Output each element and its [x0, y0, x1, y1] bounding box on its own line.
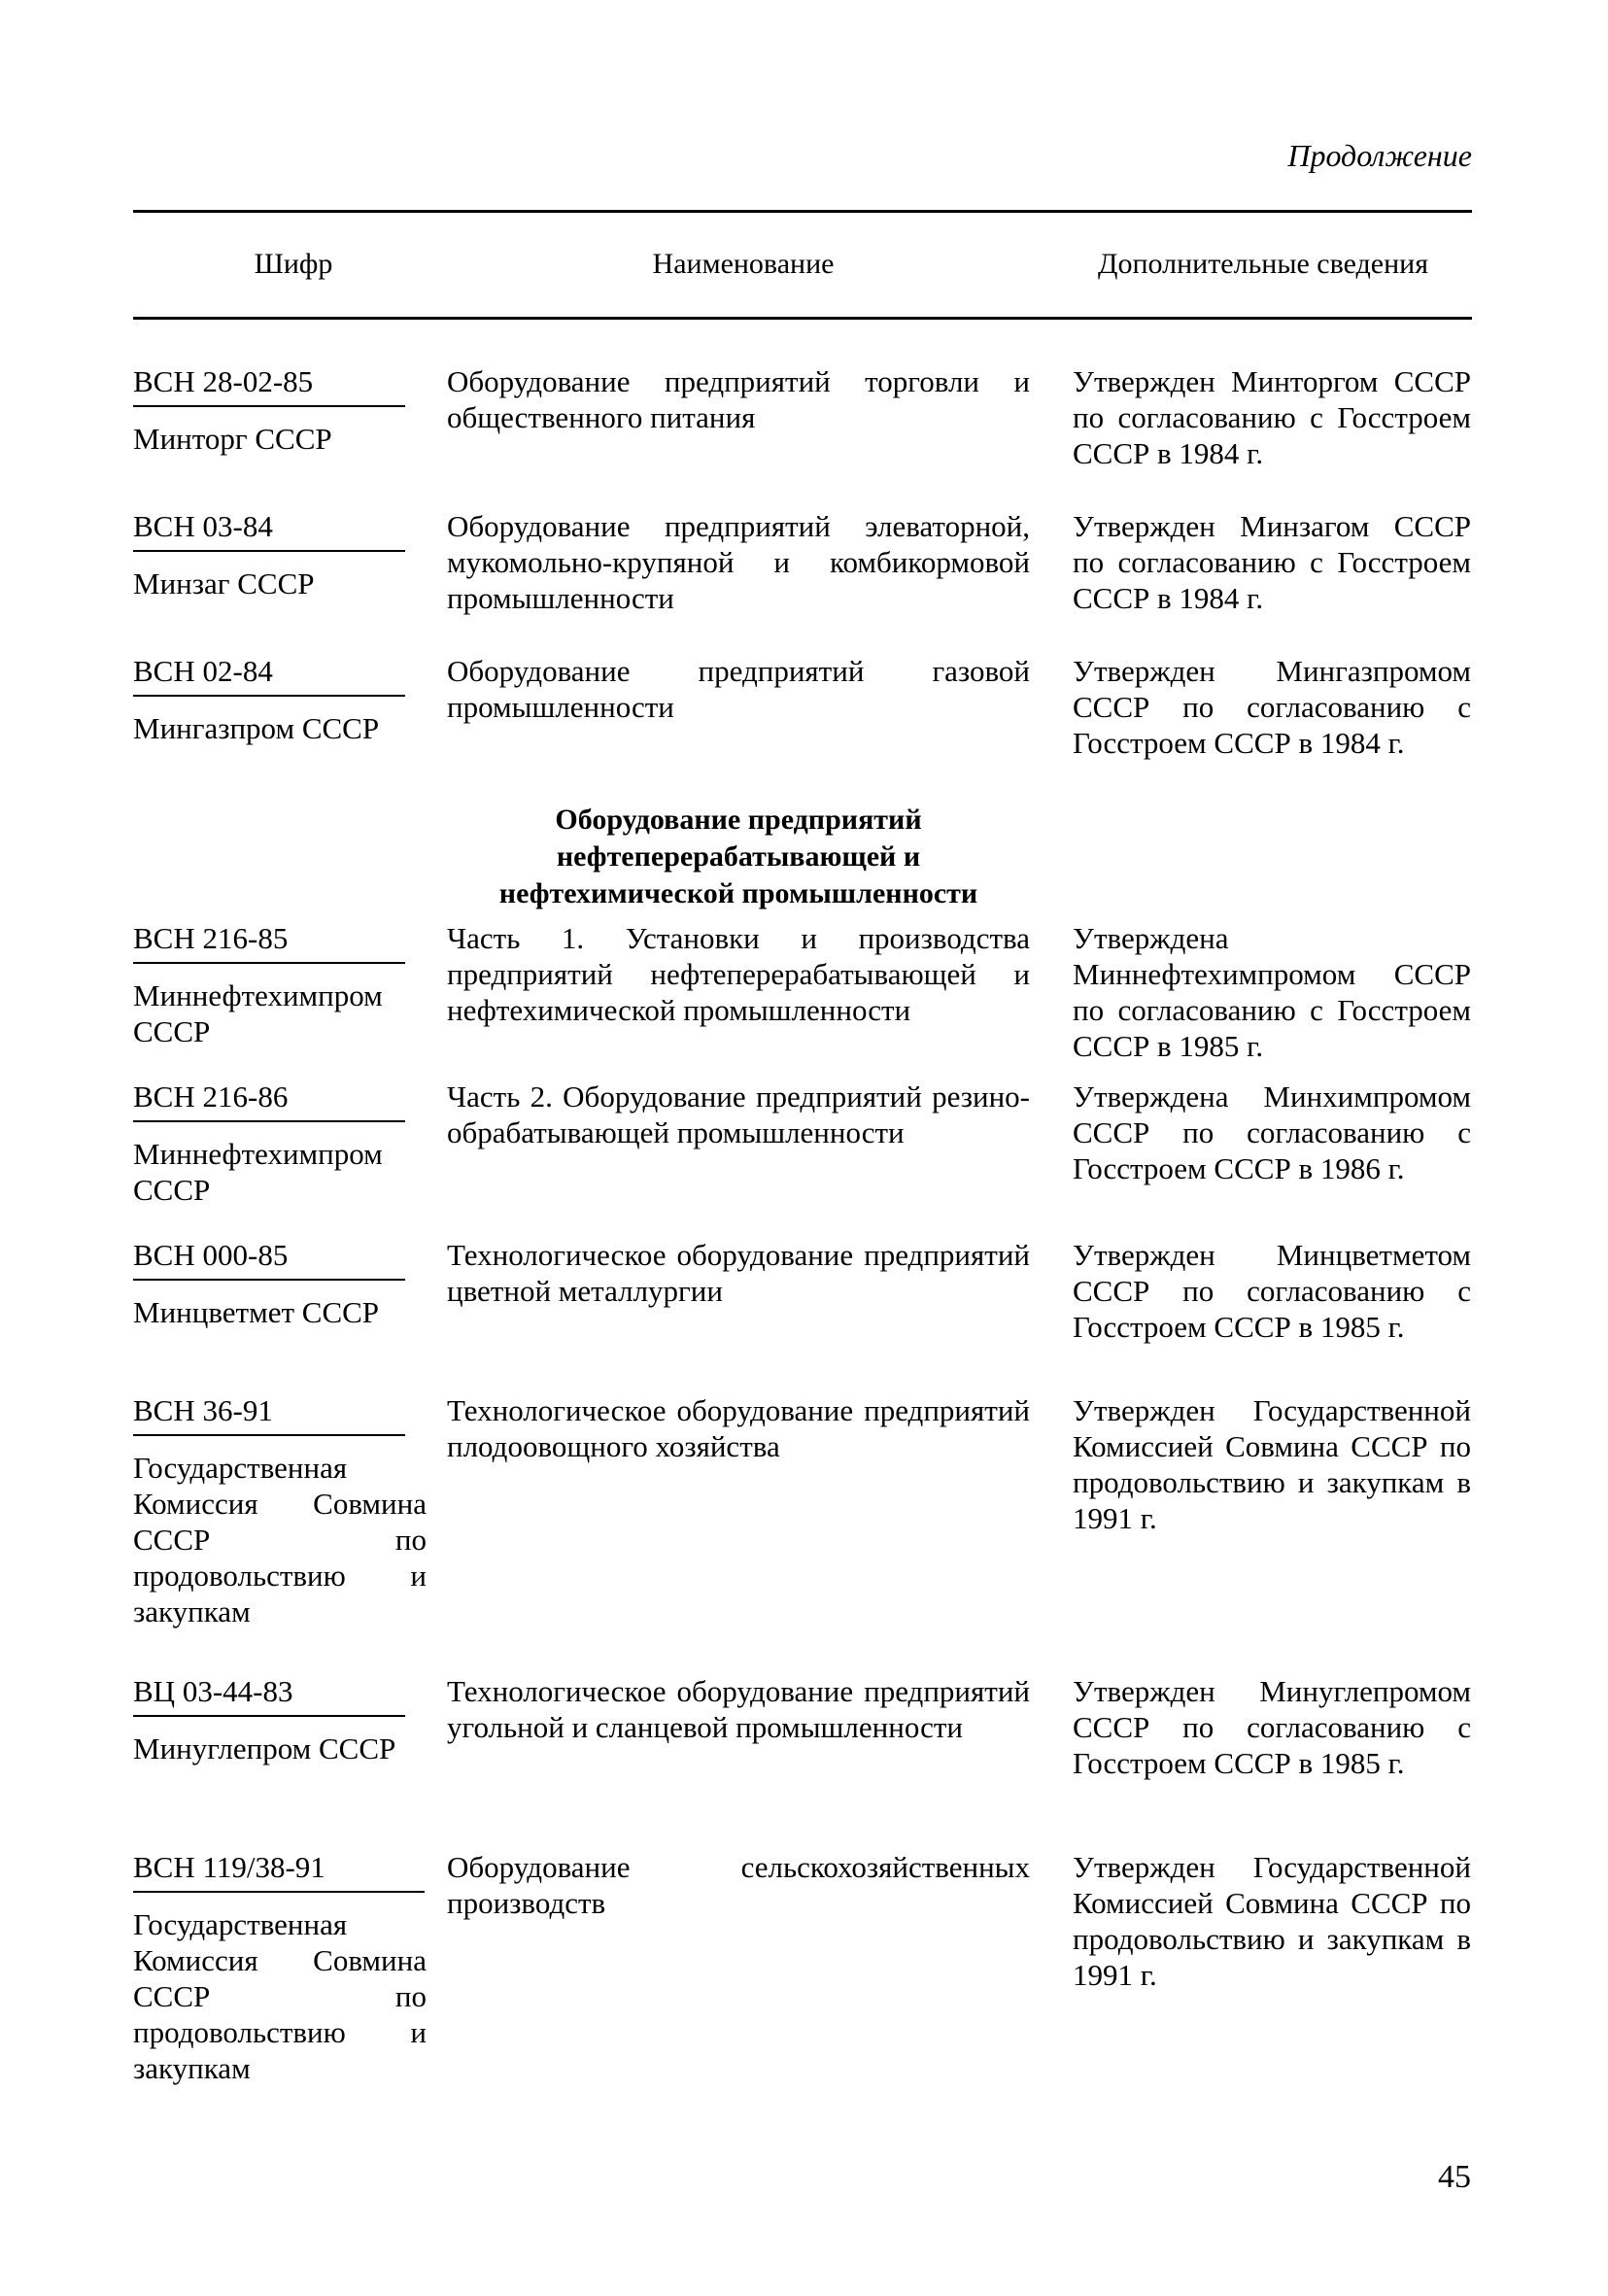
- row-org: Государственная Комиссия Совмина СССР по продовольствию и закупкам: [133, 1907, 427, 2085]
- continuation-label: Продолжение: [1287, 138, 1472, 173]
- header-bottom-rule: [133, 317, 1472, 320]
- header-top-rule: [133, 210, 1472, 213]
- row-name: Часть 1. Установки и производства предприятий нефтеперерабатывающей и нефтехимической промышленности: [447, 921, 1030, 1027]
- row-info: Утвержден Минзагом СССР по согласованию с Госстроем СССР в 1984 г.: [1073, 509, 1471, 615]
- row-code: ВСН 216-86: [133, 1079, 405, 1122]
- code-cell: [133, 1079, 427, 1208]
- row-org: Мингазпром СССР: [133, 711, 380, 745]
- row-info: Утвержден Мингазпромом СССР по согласованию с Госстроем СССР в 1984 г.: [1073, 654, 1471, 760]
- header-info: Дополнительные сведения: [1097, 248, 1429, 280]
- row-name: Технологическое оборудование предприятий цветной металлургии: [447, 1238, 1030, 1308]
- row-code: ВЦ 03-44-83: [133, 1673, 405, 1717]
- code-cell: [133, 1237, 427, 1330]
- row-org: Минцветмет СССР: [133, 1295, 380, 1329]
- row-org: Миннефтехимпром СССР: [133, 1137, 383, 1207]
- row-info: Утверждена Минхимпромом СССР по согласованию с Госстроем СССР в 1986 г.: [1073, 1079, 1471, 1185]
- code-cell: [133, 1392, 427, 1629]
- row-org: Минуглепром СССР: [133, 1731, 396, 1765]
- page-number: 45: [1438, 2159, 1471, 2195]
- row-code: ВСН 28-02-85: [133, 363, 405, 407]
- row-name: Технологическое оборудование предприятий плодоовощного хозяйства: [447, 1393, 1030, 1463]
- row-name: Оборудование предприятий элеваторной, мукомольно-крупяной и комбикормовой промышленности: [447, 509, 1030, 615]
- row-info: Утвержден Минцветметом СССР по согласованию с Госстроем СССР в 1985 г.: [1073, 1238, 1471, 1344]
- row-info: Утвержден Государственной Комиссией Совмина СССР по продовольствию и закупкам в 1991 г.: [1073, 1850, 1471, 1992]
- row-code: ВСН 36-91: [133, 1392, 405, 1436]
- code-cell: [133, 920, 427, 1049]
- row-name: Часть 2. Оборудование предприятий резино-обрабатывающей промышленности: [447, 1079, 1030, 1149]
- row-info: Утвержден Государственной Комиссией Совмина СССР по продовольствию и закупкам в 1991 г.: [1073, 1393, 1471, 1535]
- code-cell: [133, 1673, 427, 1766]
- code-cell: [133, 1849, 427, 2086]
- code-cell: [133, 508, 427, 601]
- row-org: Миннефтехимпром СССР: [133, 978, 383, 1048]
- row-org: Минзаг СССР: [133, 566, 315, 600]
- code-cell: [133, 653, 427, 746]
- header-name: Наименование: [652, 248, 835, 280]
- code-cell: [133, 363, 427, 457]
- section-title: Оборудование предприятий нефтеперерабатывающей и нефтехимической промышленности: [498, 804, 978, 909]
- row-info: Утвержден Минторгом СССР по согласованию с Госстроем СССР в 1984 г.: [1073, 364, 1471, 470]
- row-org: Минторг СССР: [133, 422, 332, 456]
- row-code: ВСН 216-85: [133, 920, 405, 964]
- row-name: Оборудование предприятий торговли и общественного питания: [447, 364, 1030, 434]
- row-name: Технологическое оборудование предприятий угольной и сланцевой промышленности: [447, 1674, 1030, 1744]
- row-code: ВСН 000-85: [133, 1237, 405, 1281]
- row-name: Оборудование сельскохозяйственных производств: [447, 1850, 1030, 1920]
- row-code: ВСН 02-84: [133, 653, 405, 697]
- row-name: Оборудование предприятий газовой промышленности: [447, 654, 1030, 724]
- row-info: Утверждена Миннефтехимпромом СССР по согласованию с Госстроем СССР в 1985 г.: [1073, 921, 1471, 1063]
- header-code: Шифр: [254, 248, 333, 280]
- row-code: ВСН 03-84: [133, 508, 405, 552]
- row-info: Утвержден Минуглепромом СССР по согласованию с Госстроем СССР в 1985 г.: [1073, 1674, 1471, 1780]
- row-org: Государственная Комиссия Совмина СССР по продовольствию и закупкам: [133, 1451, 427, 1628]
- row-code: ВСН 119/38-91: [133, 1849, 425, 1893]
